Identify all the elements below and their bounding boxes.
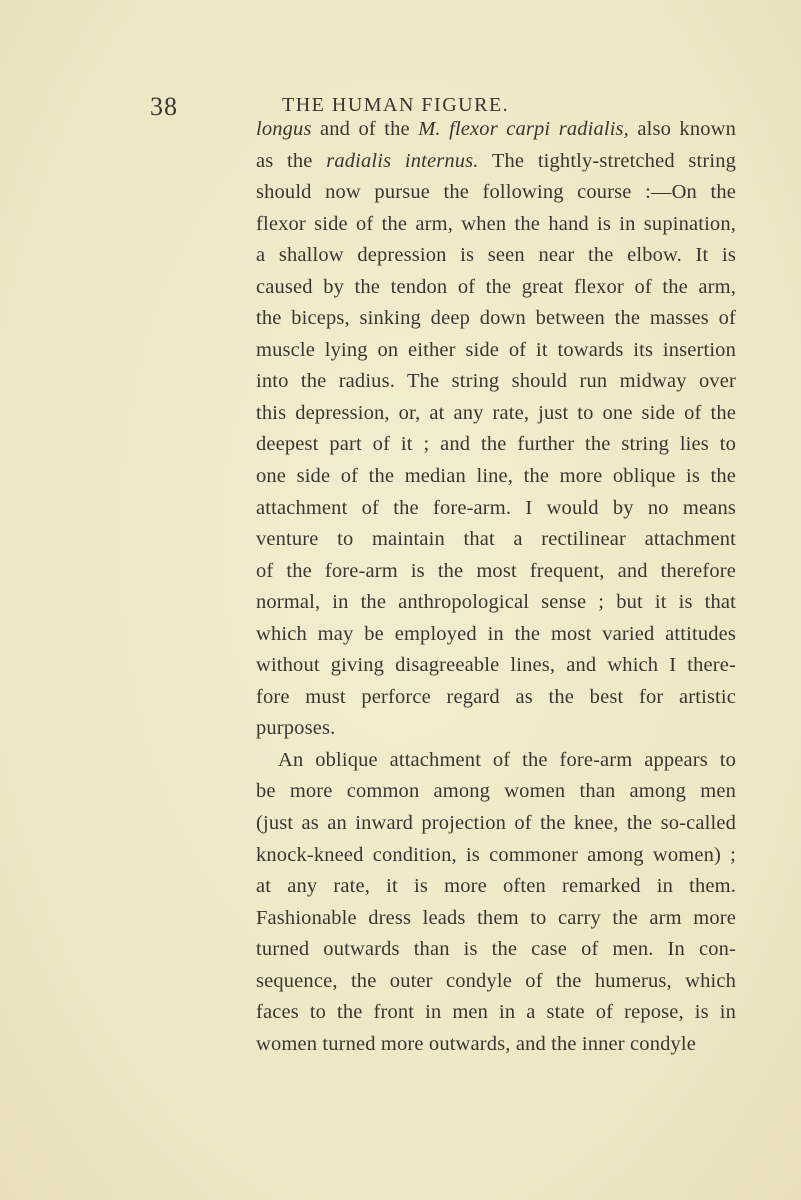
text-line: be more common among women than among men bbox=[256, 780, 736, 803]
text-line: longus and of the M. flexor carpi radialis, also known bbox=[256, 118, 736, 140]
text-line: Fashionable dress leads them to carry the arm more bbox=[256, 906, 736, 929]
text-line: should now pursue the following course :—On the bbox=[256, 181, 736, 204]
page-number: 38 bbox=[150, 92, 178, 121]
text-line: flexor side of the arm, when the hand is in supination, bbox=[256, 212, 736, 235]
text-line: normal, in the anthropological sense ; but it is that bbox=[256, 591, 736, 614]
text-line: a shallow depression is seen near the elbow. It is bbox=[256, 244, 736, 267]
text-line: the biceps, sinking deep down between the masses of bbox=[256, 307, 736, 330]
text-line: turned outwards than is the case of men. In con- bbox=[256, 938, 736, 961]
text-line: (just as an inward projection of the knee, the so-called bbox=[256, 812, 736, 835]
text-line: one side of the median line, the more oblique is the bbox=[256, 465, 736, 488]
running-title: THE HUMAN FIGURE. bbox=[282, 94, 510, 116]
text-line: women turned more outwards, and the inner condyle bbox=[256, 1032, 697, 1055]
text-line: caused by the tendon of the great flexor of the arm, bbox=[256, 275, 736, 298]
text-line: fore must perforce regard as the best for artistic bbox=[256, 685, 736, 708]
text-line: which may be employed in the most varied attitudes bbox=[256, 622, 736, 645]
text-line: sequence, the outer condyle of the humerus, which bbox=[256, 969, 736, 992]
text-line: into the radius. The string should run midway over bbox=[256, 370, 736, 393]
text-line: knock-kneed condition, is commoner among women) ; bbox=[256, 843, 736, 866]
text-line: as the radialis internus. The tightly-stretched string bbox=[256, 149, 736, 172]
text-line: at any rate, it is more often remarked in them. bbox=[256, 875, 736, 898]
text-line: attachment of the fore-arm. I would by no means bbox=[256, 496, 736, 519]
text-line: faces to the front in men in a state of repose, is in bbox=[256, 1001, 736, 1024]
body-text bbox=[256, 114, 736, 1060]
text-line: muscle lying on either side of it towards its insertion bbox=[256, 338, 736, 361]
text-line: this depression, or, at any rate, just to one side of the bbox=[256, 401, 736, 424]
text-line: venture to maintain that a rectilinear attachment bbox=[256, 528, 736, 551]
text-line: of the fore-arm is the most frequent, and therefore bbox=[256, 559, 736, 582]
text-line: deepest part of it ; and the further the string lies to bbox=[256, 433, 736, 456]
text-line: An oblique attachment of the fore-arm appears to bbox=[278, 748, 736, 771]
text-line: purposes. bbox=[256, 717, 336, 740]
text-line: without giving disagreeable lines, and which I there- bbox=[256, 654, 736, 677]
